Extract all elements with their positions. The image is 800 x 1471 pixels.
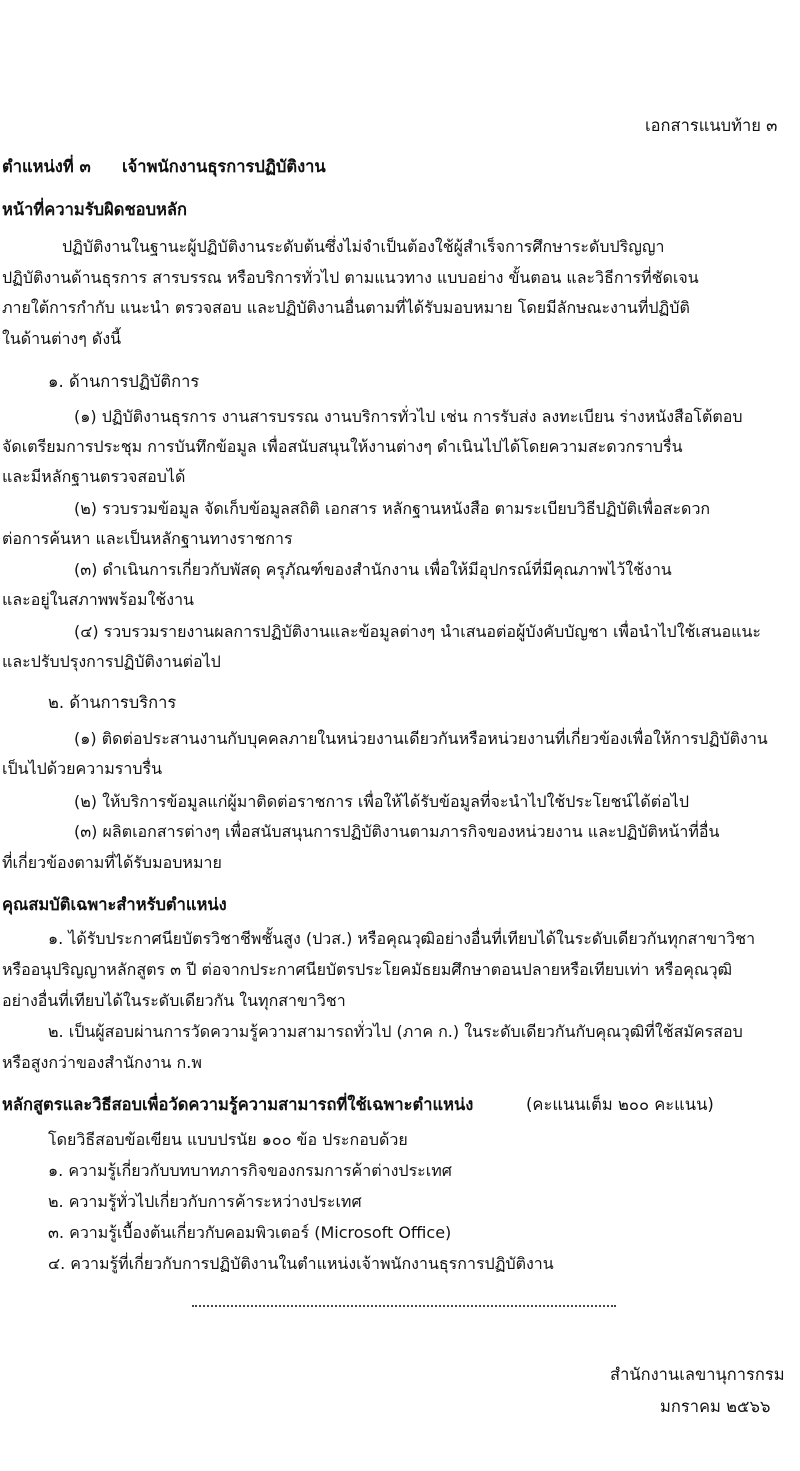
position-number: ตำแหน่งที่ ๓ xyxy=(2,157,91,176)
operations-item-line: จัดเตรียมการประชุม การบันทึกข้อมูล เพื่อสนับสนุนให้งานต่างๆ ดำเนินไปได้โดยความสะดวกราบรื่น xyxy=(2,437,683,456)
operations-item-line: และอยู่ในสภาพพร้อมใช้งาน xyxy=(2,590,194,609)
qualification-line: ๒. เป็นผู้สอบผ่านการวัดความรู้ความสามารถทั่วไป (ภาค ก.) ในระดับเดียวกันกับคุณวุฒิที่ใช้สมัครสอบ xyxy=(48,1022,743,1041)
services-item-line: (๒) ให้บริการข้อมูลแก่ผู้มาติดต่อราชการ เพื่อให้ได้รับข้อมูลที่จะนำไปใช้ประโยชน์ได้ต่อไป xyxy=(74,792,689,811)
operations-item-line: และปรับปรุงการปฏิบัติงานต่อไป xyxy=(2,652,221,671)
qualifications-heading: คุณสมบัติเฉพาะสำหรับตำแหน่ง xyxy=(2,895,227,914)
duties-intro-line: ปฏิบัติงานด้านธุรการ สารบรรณ หรือบริการทั่วไป ตามแนวทาง แบบอย่าง ขั้นตอน และวิธีการที่ชัดเจน xyxy=(2,268,699,287)
qualification-line: หรืออนุปริญญาหลักสูตร ๓ ปี ต่อจากประกาศนียบัตรประโยคมัธยมศึกษาตอนปลายหรือเทียบเท่า หรือคุณวุฒิ xyxy=(2,960,733,979)
qualification-line: ๑. ได้รับประกาศนียบัตรวิชาชีพชั้นสูง (ปวส.) หรือคุณวุฒิอย่างอื่นที่เทียบได้ในระดับเดียวกันทุกสาขาวิชา xyxy=(48,929,756,948)
operations-item-line: (๓) ดำเนินการเกี่ยวกับพัสดุ ครุภัณฑ์ของสำนักงาน เพื่อให้มีอุปกรณ์ที่มีคุณภาพไว้ใช้งาน xyxy=(74,560,672,579)
duties-intro-line: ปฏิบัติงานในฐานะผู้ปฏิบัติงานระดับต้นซึ่งไม่จำเป็นต้องใช้ผู้สำเร็จการศึกษาระดับปริญญา xyxy=(62,237,665,256)
exam-score: (คะแนนเต็ม ๒๐๐ คะแนน) xyxy=(526,1095,714,1114)
exam-topic: ๓. ความรู้เบื้องต้นเกี่ยวกับคอมพิวเตอร์ (Microsoft Office) xyxy=(48,1223,452,1242)
operations-item-line: (๔) รวบรวมรายงานผลการปฏิบัติงานและข้อมูลต่างๆ นำเสนอต่อผู้บังคับบัญชา เพื่อนำไปใช้เสนอแนะ xyxy=(74,622,761,641)
operations-title: ๑. ด้านการปฏิบัติการ xyxy=(48,372,200,391)
services-item-line: (๓) ผลิตเอกสารต่างๆ เพื่อสนับสนุนการปฏิบัติงานตามภารกิจของหน่วยงาน และปฏิบัติหน้าที่อื่น xyxy=(74,822,720,841)
dotted-separator xyxy=(192,1305,616,1307)
duties-intro-line: ในด้านต่างๆ ดังนี้ xyxy=(2,329,122,348)
qualification-line: อย่างอื่นที่เทียบได้ในระดับเดียวกัน ในทุกสาขาวิชา xyxy=(2,991,346,1010)
operations-item-line: และมีหลักฐานตรวจสอบได้ xyxy=(2,467,186,486)
exam-method: โดยวิธีสอบข้อเขียน แบบปรนัย ๑๐๐ ข้อ ประกอบด้วย xyxy=(48,1130,408,1149)
exam-topic: ๒. ความรู้ทั่วไปเกี่ยวกับการค้าระหว่างประเทศ xyxy=(48,1192,362,1211)
services-title: ๒. ด้านการบริการ xyxy=(48,693,177,712)
services-item-line: ที่เกี่ยวข้องตามที่ได้รับมอบหมาย xyxy=(2,853,222,872)
position-title: เจ้าพนักงานธุรการปฏิบัติงาน xyxy=(122,157,326,176)
services-item-line: (๑) ติดต่อประสานงานกับบุคคลภายในหน่วยงานเดียวกันหรือหน่วยงานที่เกี่ยวข้องเพื่อให้การปฏิบัติงาน xyxy=(74,729,768,748)
exam-topic: ๔. ความรู้ที่เกี่ยวกับการปฏิบัติงานในตำแหน่งเจ้าพนักงานธุรการปฏิบัติงาน xyxy=(48,1254,554,1273)
operations-item-line: ต่อการค้นหา และเป็นหลักฐานทางราชการ xyxy=(2,529,293,548)
operations-item-line: (๒) รวบรวมข้อมูล จัดเก็บข้อมูลสถิติ เอกสาร หลักฐานหนังสือ ตามระเบียบวิธีปฏิบัติเพื่อสะดวก xyxy=(74,499,711,518)
footer-office: สำนักงานเลขานุการกรม xyxy=(610,1365,785,1384)
services-item-line: เป็นไปด้วยความราบรื่น xyxy=(2,759,162,778)
exam-heading: หลักสูตรและวิธีสอบเพื่อวัดความรู้ความสามารถที่ใช้เฉพาะตำแหน่ง xyxy=(2,1095,474,1114)
duties-heading: หน้าที่ความรับผิดชอบหลัก xyxy=(2,200,188,219)
operations-item-line: (๑) ปฏิบัติงานธุรการ งานสารบรรณ งานบริการทั่วไป เช่น การรับส่ง ลงทะเบียน ร่างหนังสือโต้ตอบ xyxy=(74,407,743,426)
attachment-label: เอกสารแนบท้าย ๓ xyxy=(645,116,778,135)
exam-topic: ๑. ความรู้เกี่ยวกับบทบาทภารกิจของกรมการค้าต่างประเทศ xyxy=(48,1161,452,1180)
footer-date: มกราคม ๒๕๖๖ xyxy=(660,1397,771,1416)
qualification-line: หรือสูงกว่าของสำนักงาน ก.พ xyxy=(2,1053,202,1072)
duties-intro-line: ภายใต้การกำกับ แนะนำ ตรวจสอบ และปฏิบัติงานอื่นตามที่ได้รับมอบหมาย โดยมีลักษณะงานที่ปฏิบัติ xyxy=(2,298,690,317)
